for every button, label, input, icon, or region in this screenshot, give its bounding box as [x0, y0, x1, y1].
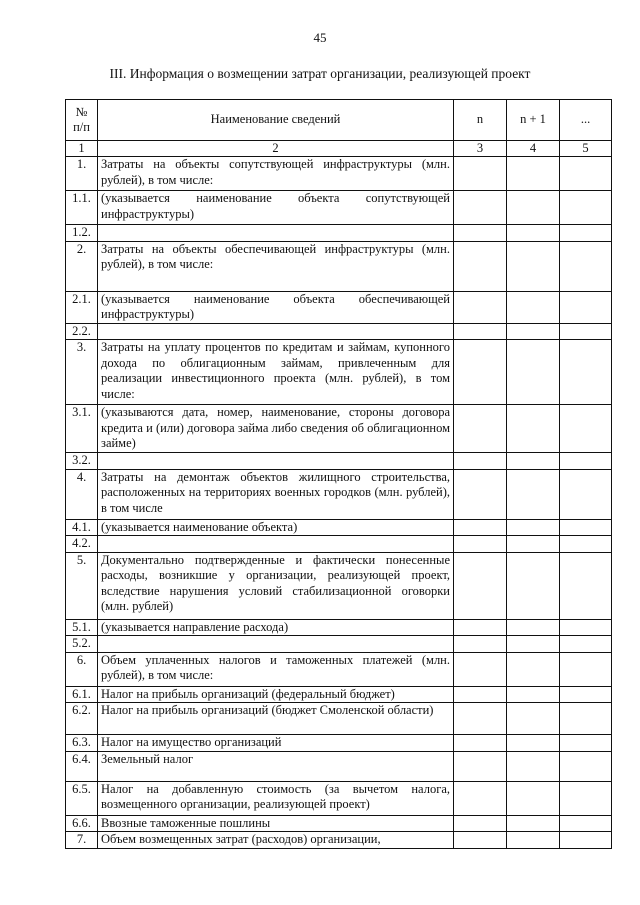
table-row [66, 552, 612, 619]
row-description [98, 225, 454, 242]
header-n-plus-1: n + 1 [507, 100, 560, 141]
value-cell-n-plus-1 [507, 832, 560, 849]
value-cell-n [454, 469, 507, 519]
value-cell-n-plus-1 [507, 686, 560, 703]
value-cell-n-plus-1 [507, 735, 560, 752]
table-row [66, 225, 612, 242]
value-cell-n-plus-1 [507, 652, 560, 686]
value-cell-n [454, 652, 507, 686]
info-table [65, 99, 612, 849]
table-row [66, 619, 612, 636]
table-row [66, 157, 612, 191]
value-cell-n [454, 636, 507, 653]
value-cell-n [454, 291, 507, 323]
row-number: 7. [66, 832, 98, 849]
value-cell-n-plus-1 [507, 536, 560, 553]
table-body [66, 157, 612, 849]
index-row [66, 141, 612, 157]
row-number: 6.6. [66, 815, 98, 832]
row-number: 1.2. [66, 225, 98, 242]
value-cell-n [454, 832, 507, 849]
value-cell-n [454, 703, 507, 735]
table-row [66, 469, 612, 519]
row-number: 6.1. [66, 686, 98, 703]
header-more: ... [560, 100, 612, 141]
index-cell: 3 [454, 141, 507, 157]
row-description: Документально подтвержденные и фактически понесенные расходы, возникшие у организации, реализующей проект, вследствие нарушения условий стабилизационной оговорки (млн. рублей) [98, 552, 454, 619]
table-row [66, 241, 612, 291]
row-number: 6.2. [66, 703, 98, 735]
table-row [66, 453, 612, 470]
value-cell-n [454, 340, 507, 405]
row-number: 4.2. [66, 536, 98, 553]
value-cell-more [560, 735, 612, 752]
table-row [66, 536, 612, 553]
table-row [66, 652, 612, 686]
value-cell-more [560, 157, 612, 191]
value-cell-more [560, 405, 612, 453]
table-row [66, 291, 612, 323]
row-number: 3. [66, 340, 98, 405]
row-description: (указывается наименование объекта обеспечивающей инфраструктуры) [98, 291, 454, 323]
value-cell-n-plus-1 [507, 157, 560, 191]
row-number: 6.4. [66, 751, 98, 781]
header-row [66, 100, 612, 141]
value-cell-n-plus-1 [507, 703, 560, 735]
row-description: Земельный налог [98, 751, 454, 781]
value-cell-more [560, 469, 612, 519]
row-description [98, 323, 454, 340]
value-cell-n-plus-1 [507, 619, 560, 636]
value-cell-n-plus-1 [507, 191, 560, 225]
row-description: Налог на имущество организаций [98, 735, 454, 752]
value-cell-more [560, 832, 612, 849]
row-number: 6. [66, 652, 98, 686]
table-row [66, 751, 612, 781]
row-number: 2. [66, 241, 98, 291]
row-number: 1.1. [66, 191, 98, 225]
value-cell-more [560, 340, 612, 405]
value-cell-more [560, 241, 612, 291]
value-cell-n [454, 815, 507, 832]
value-cell-n [454, 619, 507, 636]
value-cell-n-plus-1 [507, 340, 560, 405]
value-cell-n [454, 323, 507, 340]
row-description [98, 536, 454, 553]
value-cell-n [454, 686, 507, 703]
value-cell-more [560, 781, 612, 815]
row-description: Налог на добавленную стоимость (за вычетом налога, возмещенного организации, реализующей проект) [98, 781, 454, 815]
value-cell-n [454, 157, 507, 191]
row-number: 5. [66, 552, 98, 619]
value-cell-more [560, 519, 612, 536]
table-row [66, 703, 612, 735]
header-number: № п/п [66, 100, 98, 141]
index-cell: 5 [560, 141, 612, 157]
row-number: 6.3. [66, 735, 98, 752]
table-row [66, 832, 612, 849]
value-cell-n-plus-1 [507, 815, 560, 832]
value-cell-n-plus-1 [507, 241, 560, 291]
section-title: III. Информация о возмещении затрат организации, реализующей проект [109, 66, 531, 81]
value-cell-more [560, 652, 612, 686]
value-cell-n [454, 241, 507, 291]
value-cell-n [454, 735, 507, 752]
row-description: Объем уплаченных налогов и таможенных платежей (млн. рублей), в том числе: [98, 652, 454, 686]
table-row [66, 405, 612, 453]
row-description: (указывается наименование объекта сопутствующей инфраструктуры) [98, 191, 454, 225]
value-cell-more [560, 815, 612, 832]
value-cell-n [454, 191, 507, 225]
row-number: 4. [66, 469, 98, 519]
row-description: Затраты на демонтаж объектов жилищного строительства, расположенных на территориях военных городков (млн. рублей), в том числе [98, 469, 454, 519]
value-cell-n [454, 536, 507, 553]
value-cell-more [560, 751, 612, 781]
header-name: Наименование сведений [98, 100, 454, 141]
index-cell: 2 [98, 141, 454, 157]
value-cell-more [560, 636, 612, 653]
value-cell-more [560, 225, 612, 242]
value-cell-n-plus-1 [507, 323, 560, 340]
value-cell-more [560, 686, 612, 703]
row-description: Ввозные таможенные пошлины [98, 815, 454, 832]
row-number: 2.1. [66, 291, 98, 323]
header-n: n [454, 100, 507, 141]
row-description: Объем возмещенных затрат (расходов) организации, [98, 832, 454, 849]
row-number: 4.1. [66, 519, 98, 536]
value-cell-n [454, 225, 507, 242]
table-row [66, 781, 612, 815]
value-cell-n-plus-1 [507, 453, 560, 470]
value-cell-n-plus-1 [507, 225, 560, 242]
row-number: 5.2. [66, 636, 98, 653]
value-cell-n-plus-1 [507, 751, 560, 781]
table-row [66, 519, 612, 536]
row-number: 3.2. [66, 453, 98, 470]
row-number: 5.1. [66, 619, 98, 636]
row-number: 3.1. [66, 405, 98, 453]
value-cell-n [454, 552, 507, 619]
row-description [98, 636, 454, 653]
value-cell-more [560, 323, 612, 340]
table-row [66, 686, 612, 703]
row-description: (указывается наименование объекта) [98, 519, 454, 536]
value-cell-more [560, 291, 612, 323]
value-cell-more [560, 191, 612, 225]
value-cell-n-plus-1 [507, 781, 560, 815]
value-cell-n [454, 781, 507, 815]
value-cell-n [454, 453, 507, 470]
row-description: Затраты на объекты сопутствующей инфраструктуры (млн. рублей), в том числе: [98, 157, 454, 191]
value-cell-n [454, 751, 507, 781]
row-description: Затраты на уплату процентов по кредитам и займам, купонного дохода по облигационным займам, привлеченным для реализации инвестиционного проекта (млн. рублей), в том числе: [98, 340, 454, 405]
table-row [66, 636, 612, 653]
row-number: 6.5. [66, 781, 98, 815]
value-cell-n-plus-1 [507, 519, 560, 536]
value-cell-n-plus-1 [507, 552, 560, 619]
table-row [66, 323, 612, 340]
table-row [66, 340, 612, 405]
row-description: (указываются дата, номер, наименование, стороны договора кредита и (или) договора займа либо сведения об облигационном займе) [98, 405, 454, 453]
row-description [98, 453, 454, 470]
row-number: 2.2. [66, 323, 98, 340]
index-cell: 1 [66, 141, 98, 157]
value-cell-n-plus-1 [507, 291, 560, 323]
table-row [66, 735, 612, 752]
page-number: 45 [313, 30, 327, 45]
value-cell-n [454, 519, 507, 536]
value-cell-more [560, 552, 612, 619]
value-cell-n-plus-1 [507, 469, 560, 519]
index-cell: 4 [507, 141, 560, 157]
value-cell-n-plus-1 [507, 636, 560, 653]
value-cell-more [560, 619, 612, 636]
table-row [66, 815, 612, 832]
value-cell-n-plus-1 [507, 405, 560, 453]
value-cell-n [454, 405, 507, 453]
row-description: Затраты на объекты обеспечивающей инфраструктуры (млн. рублей), в том числе: [98, 241, 454, 291]
row-description: Налог на прибыль организаций (федеральный бюджет) [98, 686, 454, 703]
value-cell-more [560, 703, 612, 735]
value-cell-more [560, 453, 612, 470]
table-row [66, 191, 612, 225]
row-description: Налог на прибыль организаций (бюджет Смоленской области) [98, 703, 454, 735]
row-description: (указывается направление расхода) [98, 619, 454, 636]
row-number: 1. [66, 157, 98, 191]
value-cell-more [560, 536, 612, 553]
